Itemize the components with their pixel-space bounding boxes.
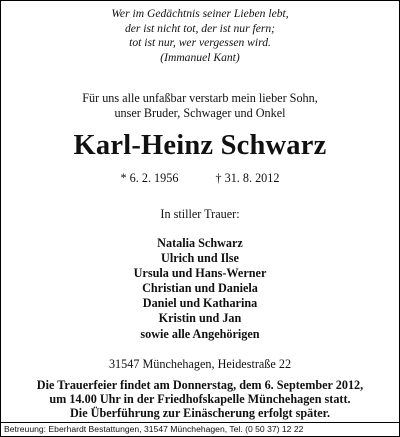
quote-author: (Immanuel Kant) — [160, 50, 240, 64]
mourner: Natalia Schwarz — [157, 236, 243, 250]
mourner: Ursula und Hans-Werner — [133, 266, 267, 281]
quote-line: tot ist nur, wer vergessen wird. — [129, 36, 271, 50]
intro-line: unser Bruder, Schwager und Onkel — [114, 106, 286, 120]
birth-date: * 6. 2. 1956 — [120, 171, 179, 185]
family-address: 31547 Münchehagen, Heidestraße 22 — [108, 357, 292, 371]
ceremony-line: um 14.00 Uhr in der Friedhofskapelle Münchehagen statt. — [49, 391, 351, 406]
ceremony-line: Die Überführung zur Einäscherung erfolgt später. — [70, 405, 330, 420]
mourner: Kristin und Jan — [158, 311, 242, 326]
funeral-home-credit: Betreuung: Eberhardt Bestattungen, 31547 Münchehagen, Tel. (0 50 37) 12 22 — [1, 422, 399, 437]
mourner: sowie alle Angehörigen — [140, 326, 260, 341]
quote-line: der ist nicht tot, der ist nur fern; — [124, 21, 276, 35]
intro-line: Für uns alle unfaßbar verstarb mein lieber Sohn, — [82, 91, 318, 105]
mourner: Ulrich und Ilse — [161, 251, 239, 266]
announcement-intro — [1, 91, 399, 121]
funeral-details — [1, 379, 399, 420]
quote-line: Wer im Gedächtnis seiner Lieben lebt, — [111, 7, 289, 20]
mourner: Daniel und Katharina — [142, 296, 258, 311]
mourners-list — [1, 236, 399, 342]
mourning-heading: In stiller Trauer: — [160, 207, 240, 221]
deceased-name: Karl-Heinz Schwarz — [73, 130, 327, 161]
ceremony-line: Die Trauerfeier findet am Donnerstag, dem 6. September 2012, — [36, 378, 364, 392]
death-date: † 31. 8. 2012 — [215, 171, 280, 185]
memorial-quote — [1, 7, 399, 65]
life-dates — [1, 171, 399, 186]
mourner: Christian und Daniela — [142, 281, 258, 296]
